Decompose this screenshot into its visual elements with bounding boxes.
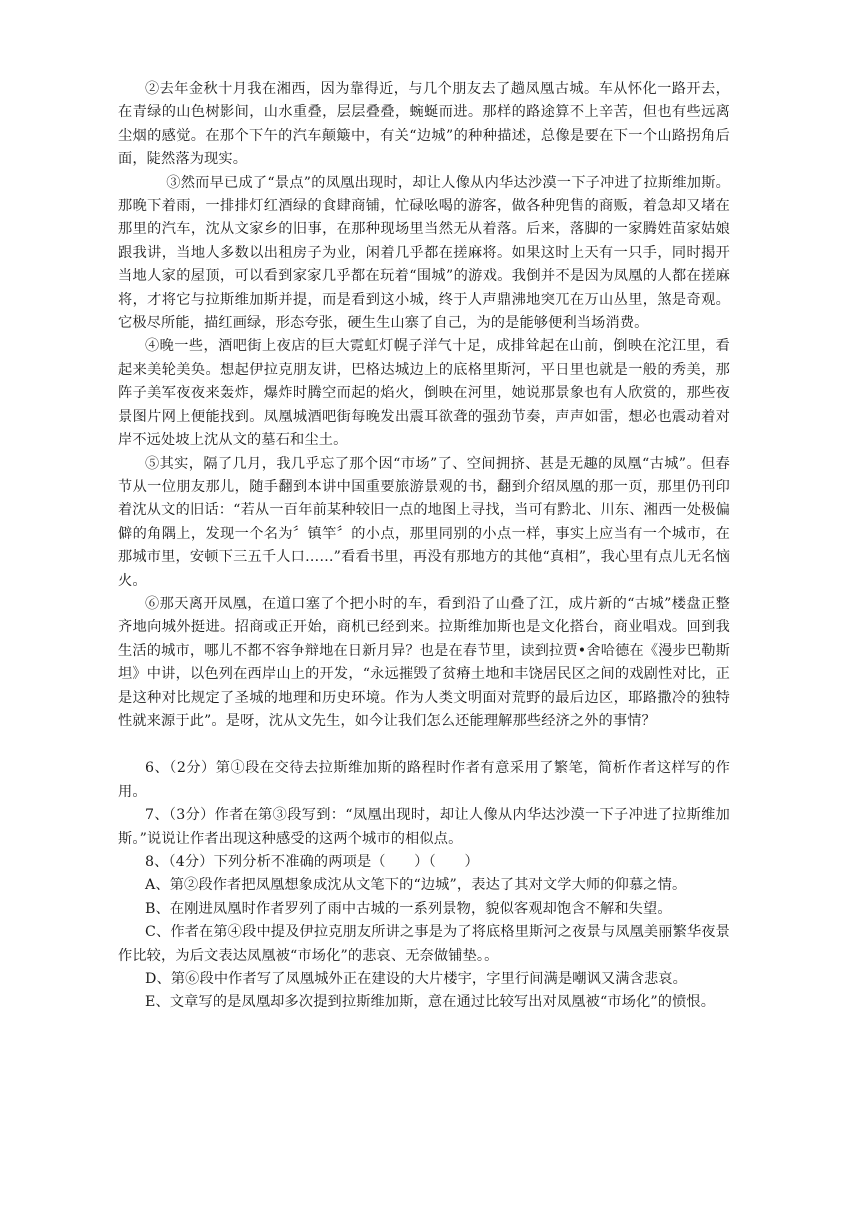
section-gap [118, 733, 730, 757]
document-page [118, 78, 730, 1015]
question-8: 8、（4分）下列分析不准确的两项是（ ）（ ） [144, 854, 479, 870]
paragraph-2: ②去年金秋十月我在湘西，因为靠得近，与几个朋友去了趟凤凰古城。车从怀化一路开去，在青绿的山色树影间，山水重叠，层层叠叠，蜿蜒而进。那样的路途算不上辛苦，但也有些远离尘烟的感觉。在那个下午的汽车颠簸中，有关“边城”的种种描述，总像是要在下一个山路拐角后面，陡然落为现实。 [118, 81, 730, 168]
paragraph-5: ⑤其实，隔了几月，我几乎忘了那个因“市场”了、空间拥挤、甚是无趣的凤凰“古城”。但春节从一位朋友那儿，随手翻到本讲中国重要旅游景观的书，翻到介绍凤凰的那一页，那里仍刊印着沈从文的旧话：“若从一百年前某种较旧一点的地图上寻找，当可有黔北、川东、湘西一处极偏僻的角隅上，发现一个名为〞镇竿〞的小点，那里同别的小点一样，事实上应当有一个城市，在那城市里，安顿下三五千人口……”看看书里，再没有那地方的其他“真相”，我心里有点儿无名恼火。 [118, 455, 730, 589]
option-a: A、第②段作者把凤凰想象成沈从文笔下的“边城”，表达了其对文学大师的仰慕之情。 [144, 877, 687, 894]
option-d: D、第⑥段中作者写了凤凰城外正在建设的大片楼宇，字里行间满是嘲讽又满含悲哀。 [144, 971, 687, 988]
question-6: 6、（2分）第①段在交待去拉斯维加斯的路程时作者有意采用了繁笔，简析作者这样写的作用。 [118, 760, 730, 800]
paragraph-3: ③然而早已成了“景点”的凤凰出现时，却让人像从内华达沙漠一下子冲进了拉斯维加斯。那晚下着雨，一排排灯红酒绿的食肆商铺，忙碌吆喝的游客，做各种兜售的商贩，着急却又堵在那里的汽车，沈从文家乡的旧事，在那种现场里当然无从着落。后来，落脚的一家腾姓苗家姑娘跟我讲，当地人多数以出租房子为业，闲着几乎都在搓麻将。如果这时上天有一只手，同时揭开当地人家的屋顶，可以看到家家几乎都在玩着“围城”的游戏。我倒并不是因为凤凰的人都在搓麻将，才将它与拉斯维加斯并提，而是看到这小城，终于人声鼎沸地突兀在万山丛里，煞是奇观。它极尽所能，描红画绿，形态夸张，硬生生山寨了自己，为的是能够便利当场消费。 [118, 174, 730, 332]
question-7: 7、（3分）作者在第③段写到：“凤凰出现时，却让人像从内华达沙漠一下子冲进了拉斯维加斯。”说说让作者出现这种感受的这两个城市的相似点。 [118, 807, 730, 847]
option-b: B、在刚进凤凰时作者罗列了雨中古城的一系列景物，貌似客观却饱含不解和失望。 [144, 900, 672, 917]
paragraph-4: ④晚一些，酒吧街上夜店的巨大霓虹灯幌子洋气十足，成排耸起在山前，倒映在沱江里，看起来美轮美奂。想起伊拉克朋友讲，巴格达城边上的底格里斯河，平日里也就是一般的秀美，那阵子美军夜夜来轰炸，爆炸时腾空而起的焰火，倒映在河里，她说那景象也有人欣赏的，那些夜景图片网上便能找到。凤凰城酒吧街每晚发出震耳欲聋的强劲节奏，声声如雷，想必也震动着对岸不远处坡上沈从文的墓石和尘土。 [118, 338, 730, 449]
option-c: C、作者在第④段中提及伊拉克朋友所讲之事是为了将底格里斯河之夜景与凤凰美丽繁华夜景作比较，为后文表达凤凰被“市场化”的悲哀、无奈做铺垫。。 [118, 924, 730, 964]
option-e: E、文章写的是凤凰却多次提到拉斯维加斯，意在通过比较写出对凤凰被“市场化”的愤恨。 [144, 994, 716, 1011]
paragraph-6: ⑥那天离开凤凰，在道口塞了个把小时的车，看到沿了山叠了江，成片新的“古城”楼盘正整齐地向城外挺进。招商或正开始，商机已经到来。拉斯维加斯也是文化搭台，商业唱戏。回到我生活的城市，哪儿不都不容争辩地在日新月异？也是在春节里，读到拉贾•舍哈德在《漫步巴勒斯坦》中讲，以色列在西岸山上的开发，“永远摧毁了贫瘠土地和丰饶居民区之间的戏剧性对比，正是这种对比规定了圣城的地理和历史环境。作为人类文明面对荒野的最后边区，耶路撒冷的独特性就来源于此”。是呀，沈从文先生，如今让我们怎么还能理解那些经济之外的事情？ [118, 595, 730, 729]
